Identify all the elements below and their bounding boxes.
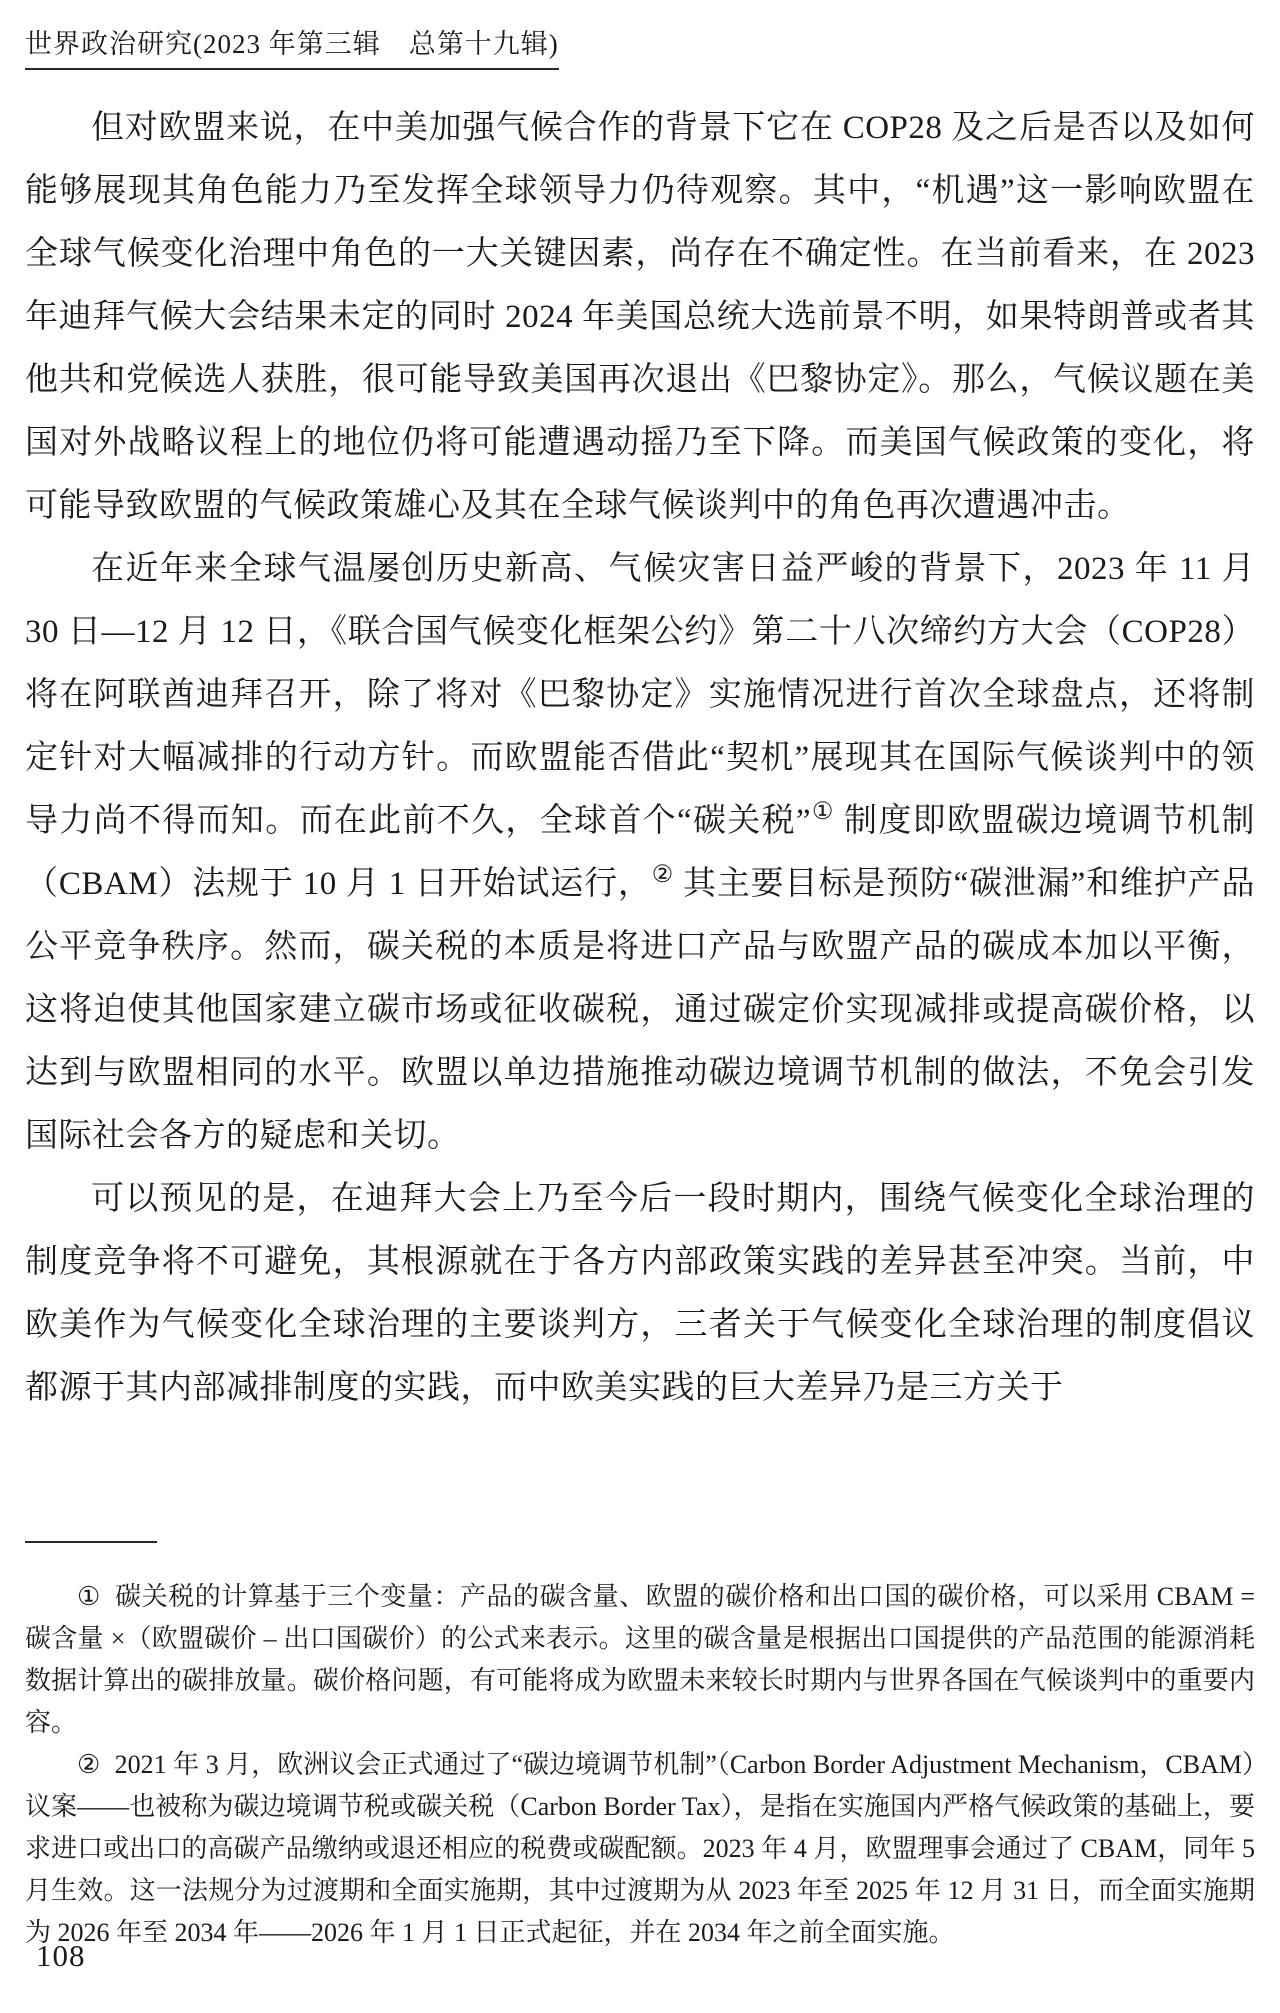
journal-title: 世界政治研究(2023 年第三辑 总第十九辑) [25,22,559,70]
paragraph-2-text-b: 制度即欧盟碳边境调节机制（CBAM）法规于 10 月 1 日开始试运行， [25,803,1255,902]
paragraph-1: 但对欧盟来说，在中美加强气候合作的背景下它在 COP28 及之后是否以及如何能够展现其角色能力乃至发挥全球领导力仍待观察。其中，“机遇”这一影响欧盟在全球气候变化治理中角色的一大关键因素，尚存在不确定性。在当前看来，在 2023 年迪拜气候大会结果未定的同时 2024 年美国总统大选前景不明，如果特朗普或者其他共和党候选人获胜，很可能导致美国再次退出《巴黎协定》。那么，气候议题在美国对外战略议程上的地位仍将可能遭遇动摇乃至下降。而美国气候政策的变化，将可能导致欧盟的气候政策雄心及其在全球气候谈判中的角色再次遭遇冲击。 [25,110,1255,524]
paragraph-2-text-a: 在近年来全球气温屡创历史新高、气候灾害日益严峻的背景下，2023 年 11 月 30 日—12 月 12 日，《联合国气候变化框架公约》第二十八次缔约方大会（COP28）将在阿联酋迪拜召开，除了将对《巴黎协定》实施情况进行首次全球盘点，还将制定针对大幅减排的行动方针。而欧盟能否借此“契机”展现其在国际气候谈判中的领导力尚不得而知。而在此前不久，全球首个“碳关税” [25,551,1255,839]
paragraph-2-text-c: 其主要目标是预防“碳泄漏”和维护产品公平竞争秩序。然而，碳关税的本质是将进口产品与欧盟产品的碳成本加以平衡，这将迫使其他国家建立碳市场或征收碳税，通过碳定价实现减排或提高碳价格，以达到与欧盟相同的水平。欧盟以单边措施推动碳边境调节机制的做法，不免会引发国际社会各方的疑虑和关切。 [25,866,1256,1154]
footnote-ref-2: ② [651,862,674,888]
paragraph-2 [25,538,1255,1168]
footnote-2 [25,1744,1255,1954]
footnote-1-marker: ① [77,1582,101,1611]
paragraph-3: 可以预见的是，在迪拜大会上乃至今后一段时期内，围绕气候变化全球治理的制度竞争将不可避免，其根源就在于各方内部政策实践的差异甚至冲突。当前，中欧美作为气候变化全球治理的主要谈判方，三者关于气候变化全球治理的制度倡议都源于其内部减排制度的实践，而中欧美实践的巨大差异乃是三方关于 [25,1181,1255,1406]
footnotes-section [25,1576,1255,1954]
running-head [25,22,559,70]
article-body [25,97,1255,1420]
footnote-2-marker: ② [77,1750,101,1779]
footnote-ref-1: ① [811,799,835,825]
footnote-2-text: 2021 年 3 月，欧洲议会正式通过了“碳边境调节机制”（Carbon Border Adjustment Mechanism，CBAM）议案——也被称为碳边境调节税或碳关税（Carbon Border Tax），是指在实施国内严格气候政策的基础上，要求进口或出口的高碳产品缴纳或退还相应的税费或碳配额。2023 年 4 月，欧盟理事会通过了 CBAM，同年 5 月生效。这一法规分为过渡期和全面实施期，其中过渡期为从 2023 年至 2025 年 12 月 31 日，而全面实施期为 2026 年至 2034 年——2026 年 1 月 1 日正式起征，并在 2034 年之前全面实施。 [25,1750,1255,1947]
page-number: 108 [36,1938,86,1973]
footnote-1-text: 碳关税的计算基于三个变量：产品的碳含量、欧盟的碳价格和出口国的碳价格，可以采用 CBAM = 碳含量 ×（欧盟碳价 – 出口国碳价）的公式来表示。这里的碳含量是根据出口国提供的产品范围的能源消耗数据计算出的碳排放量。碳价格问题，有可能将成为欧盟未来较长时期内与世界各国在气候谈判中的重要内容。 [25,1582,1255,1737]
footnote-1 [25,1576,1255,1744]
footnote-separator [25,1541,157,1543]
